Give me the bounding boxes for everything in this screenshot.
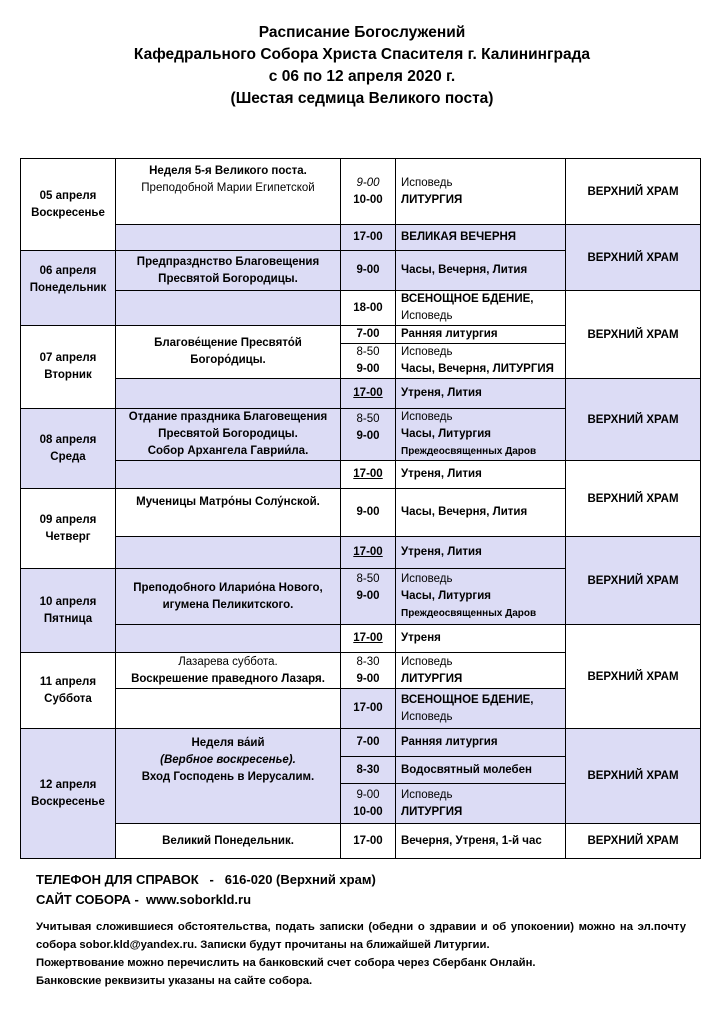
time-cell — [341, 326, 396, 344]
svc-line: Утреня — [401, 632, 441, 644]
feast-line: Лазарева суббота. — [178, 655, 278, 668]
time-cell — [341, 757, 396, 784]
time-line: 10-00 — [353, 193, 383, 206]
title-line-4: (Шестая седмица Великого поста) — [230, 90, 494, 107]
date-cell — [21, 653, 116, 729]
time-line: 7-00 — [356, 736, 380, 748]
feast-line: Отдание праздника Благовещения — [128, 411, 328, 423]
service-cell — [396, 537, 566, 569]
svc-line: Исповедь — [401, 788, 453, 801]
service-cell — [396, 784, 566, 824]
site-line[interactable]: САЙТ СОБОРА - www.soborkld.ru — [36, 892, 252, 907]
date-line: Четверг — [45, 530, 91, 543]
time-line: 8-50 — [356, 413, 380, 425]
notice-line-2: Пожертвование можно перечислить на банковский счет собора через Сбербанк Онлайн. — [36, 957, 536, 969]
document-title — [0, 22, 724, 110]
svc-line: ВЕЛИКАЯ ВЕЧЕРНЯ — [401, 231, 517, 243]
time-cell — [341, 729, 396, 757]
time-line: 9-00 — [356, 176, 380, 189]
time-line: 17-00 — [353, 468, 383, 480]
svc-line: Исповедь — [401, 710, 453, 723]
service-cell — [396, 344, 566, 379]
time-line: 9-00 — [356, 672, 380, 685]
feast-line: игумена Пеликитского. — [162, 598, 294, 611]
date-line: Воскресенье — [31, 206, 105, 219]
time-cell — [341, 461, 396, 489]
blank-feast-cell — [116, 461, 341, 489]
time-line: 17-00 — [353, 834, 383, 847]
svc-line: Исповедь — [401, 310, 453, 322]
feast-cell — [116, 159, 341, 225]
service-cell — [396, 291, 566, 326]
temple-cell: ВЕРХНИЙ ХРАМ — [566, 461, 701, 537]
time-cell — [341, 344, 396, 379]
date-line: Среда — [50, 450, 86, 463]
time-line: 10-00 — [353, 805, 383, 818]
feast-line: Богоро́дицы. — [190, 354, 266, 366]
svc-line: ЛИТУРГИЯ — [401, 672, 463, 685]
svc-line: Ранняя литургия — [401, 736, 498, 748]
svc-line: Ранняя литургия — [401, 328, 498, 340]
time-cell — [341, 291, 396, 326]
date-cell — [21, 251, 116, 326]
service-cell — [396, 625, 566, 653]
time-cell — [341, 409, 396, 461]
blank-feast-cell — [116, 379, 341, 409]
time-cell — [341, 689, 396, 729]
feast-cell — [116, 489, 341, 537]
notice — [36, 918, 686, 990]
date-line: 06 апреля — [39, 265, 97, 277]
temple-cell: ВЕРХНИЙ ХРАМ — [566, 824, 701, 859]
feast-line: Преподобного Иларио́на Нового, — [133, 581, 323, 594]
time-line: 9-00 — [356, 788, 380, 801]
svc-line: Часы, Вечерня, Лития — [401, 506, 528, 518]
time-cell — [341, 251, 396, 291]
date-line: 07 апреля — [39, 352, 97, 364]
date-line: Воскресенье — [31, 795, 105, 808]
service-cell — [396, 569, 566, 625]
svc-line: ВСЕНОЩНОЕ БДЕНИЕ, — [401, 293, 534, 305]
date-cell — [21, 326, 116, 409]
date-cell — [21, 409, 116, 489]
time-line: 18-00 — [353, 301, 383, 314]
phone-line: ТЕЛЕФОН ДЛЯ СПРАВОК - 616-020 (Верхний храм) — [36, 872, 376, 887]
svc-line: Вечерня, Утреня, 1-й час — [401, 834, 542, 847]
date-line: Понедельник — [29, 282, 107, 294]
service-cell — [396, 409, 566, 461]
feast-line: Вход Господень в Иерусалим. — [141, 771, 315, 783]
title-line-1: Расписание Богослужений — [258, 24, 466, 41]
blank-feast-cell — [116, 225, 341, 251]
service-cell — [396, 326, 566, 344]
date-line: 12 апреля — [39, 778, 97, 791]
service-cell — [396, 251, 566, 291]
blank-feast-cell — [116, 291, 341, 326]
schedule-table — [20, 158, 701, 859]
svc-line: Утреня, Лития — [401, 468, 482, 480]
time-cell — [341, 225, 396, 251]
date-line: 05 апреля — [39, 189, 97, 202]
svc-line: Исповедь — [401, 655, 453, 668]
svc-line: ЛИТУРГИЯ — [401, 193, 463, 206]
service-cell — [396, 824, 566, 859]
service-cell — [396, 653, 566, 689]
svc-line: Преждеосвященных Даров — [401, 608, 537, 619]
time-cell — [341, 379, 396, 409]
svc-line: Утреня, Лития — [401, 546, 482, 558]
date-line: 11 апреля — [39, 675, 97, 688]
date-cell — [21, 729, 116, 859]
time-line: 9-00 — [356, 590, 380, 602]
feast-cell — [116, 326, 341, 379]
blank-feast-cell — [116, 689, 341, 729]
temple-cell: ВЕРХНИЙ ХРАМ — [566, 159, 701, 225]
time-line: 9-00 — [356, 430, 380, 442]
date-line: Пятница — [43, 612, 93, 625]
service-cell — [396, 729, 566, 757]
feast-line: Мученицы Матро́ны Солу́нской. — [136, 496, 320, 508]
feast-line: Пресвятой Богородицы. — [158, 272, 298, 285]
temple-cell: ВЕРХНИЙ ХРАМ — [566, 225, 701, 291]
svc-line: Утреня, Лития — [401, 387, 482, 399]
date-line: 09 апреля — [39, 513, 97, 526]
service-cell — [396, 225, 566, 251]
title-line-3: с 06 по 12 апреля 2020 г. — [268, 68, 456, 85]
time-line: 8-30 — [356, 655, 380, 668]
temple-cell: ВЕРХНИЙ ХРАМ — [566, 379, 701, 461]
time-cell — [341, 537, 396, 569]
time-line: 17-00 — [353, 231, 383, 243]
feast-cell — [116, 409, 341, 461]
svc-line: Часы, Вечерня, ЛИТУРГИЯ — [401, 363, 554, 375]
time-line: 9-00 — [356, 506, 380, 518]
feast-line: Предпразднство Благовещения — [136, 255, 320, 268]
date-cell — [21, 569, 116, 653]
svc-line: Преждеосвященных Даров — [401, 446, 537, 457]
time-line: 9-00 — [356, 264, 380, 276]
feast-cell — [116, 569, 341, 625]
time-line: 8-50 — [356, 573, 380, 585]
time-line: 17-00 — [353, 632, 383, 644]
contacts — [36, 870, 376, 910]
blank-feast-cell — [116, 625, 341, 653]
feast-cell — [116, 824, 341, 859]
temple-cell: ВЕРХНИЙ ХРАМ — [566, 625, 701, 729]
svc-line: Часы, Литургия — [401, 428, 491, 440]
feast-line: Пресвятой Богородицы. — [158, 428, 298, 440]
svc-line: Исповедь — [401, 573, 453, 585]
feast-line: Великий Понедельник. — [162, 834, 294, 847]
feast-line: Благове́щение Пресвято́й — [154, 337, 302, 349]
time-cell — [341, 784, 396, 824]
time-line: 8-30 — [356, 763, 380, 776]
temple-cell: ВЕРХНИЙ ХРАМ — [566, 537, 701, 625]
feast-line: Неделя ва́ий — [191, 737, 265, 749]
blank-feast-cell — [116, 537, 341, 569]
title-line-2: Кафедрального Собора Христа Спасителя г. Калининграда — [133, 46, 591, 63]
svc-line: Исповедь — [401, 176, 453, 189]
time-line: 9-00 — [356, 363, 380, 375]
time-line: 17-00 — [353, 702, 383, 714]
feast-line: Собор Архангела Гаврии́ла. — [147, 445, 309, 457]
notice-line-3: Банковские реквизиты указаны на сайте собора. — [36, 975, 313, 987]
time-line: 7-00 — [356, 328, 380, 340]
time-cell — [341, 159, 396, 225]
service-cell — [396, 461, 566, 489]
time-cell — [341, 653, 396, 689]
date-line: Суббота — [44, 692, 92, 705]
date-cell — [21, 159, 116, 251]
service-cell — [396, 159, 566, 225]
service-cell — [396, 489, 566, 537]
svc-line: ВСЕНОЩНОЕ БДЕНИЕ, — [401, 693, 534, 706]
svc-line: Исповедь — [401, 346, 453, 358]
svc-line: Водосвятный молебен — [401, 763, 532, 776]
time-cell — [341, 625, 396, 653]
svc-line: Часы, Вечерня, Лития — [401, 264, 528, 276]
feast-cell — [116, 653, 341, 689]
service-cell — [396, 757, 566, 784]
temple-cell: ВЕРХНИЙ ХРАМ — [566, 291, 701, 379]
date-line: 10 апреля — [39, 595, 97, 608]
feast-line: (Вербное воскресенье). — [160, 754, 296, 766]
feast-line: Неделя 5-я Великого поста. — [149, 165, 307, 177]
time-cell — [341, 569, 396, 625]
feast-line: Преподобной Марии Египетской — [141, 182, 315, 194]
feast-cell — [116, 729, 341, 824]
date-line: Вторник — [44, 369, 92, 381]
service-cell — [396, 689, 566, 729]
time-cell — [341, 489, 396, 537]
service-cell — [396, 379, 566, 409]
svc-line: ЛИТУРГИЯ — [401, 805, 463, 818]
date-cell — [21, 489, 116, 569]
time-line: 8-50 — [356, 346, 380, 358]
time-cell — [341, 824, 396, 859]
feast-cell — [116, 251, 341, 291]
feast-line: Воскрешение праведного Лазаря. — [131, 672, 325, 685]
svc-line: Исповедь — [401, 411, 453, 423]
svc-line: Часы, Литургия — [401, 590, 491, 602]
time-line: 17-00 — [353, 387, 383, 399]
time-line: 17-00 — [353, 546, 383, 558]
notice-line-1: Учитывая сложившиеся обстоятельства, подать записки (обедни о здравии и об упокоении) можно на эл.почту собора sobor.kld@yandex.ru. Записки будут прочитаны на ближайшей Литургии. — [36, 921, 686, 951]
date-line: 08 апреля — [39, 433, 97, 446]
temple-cell: ВЕРХНИЙ ХРАМ — [566, 729, 701, 824]
